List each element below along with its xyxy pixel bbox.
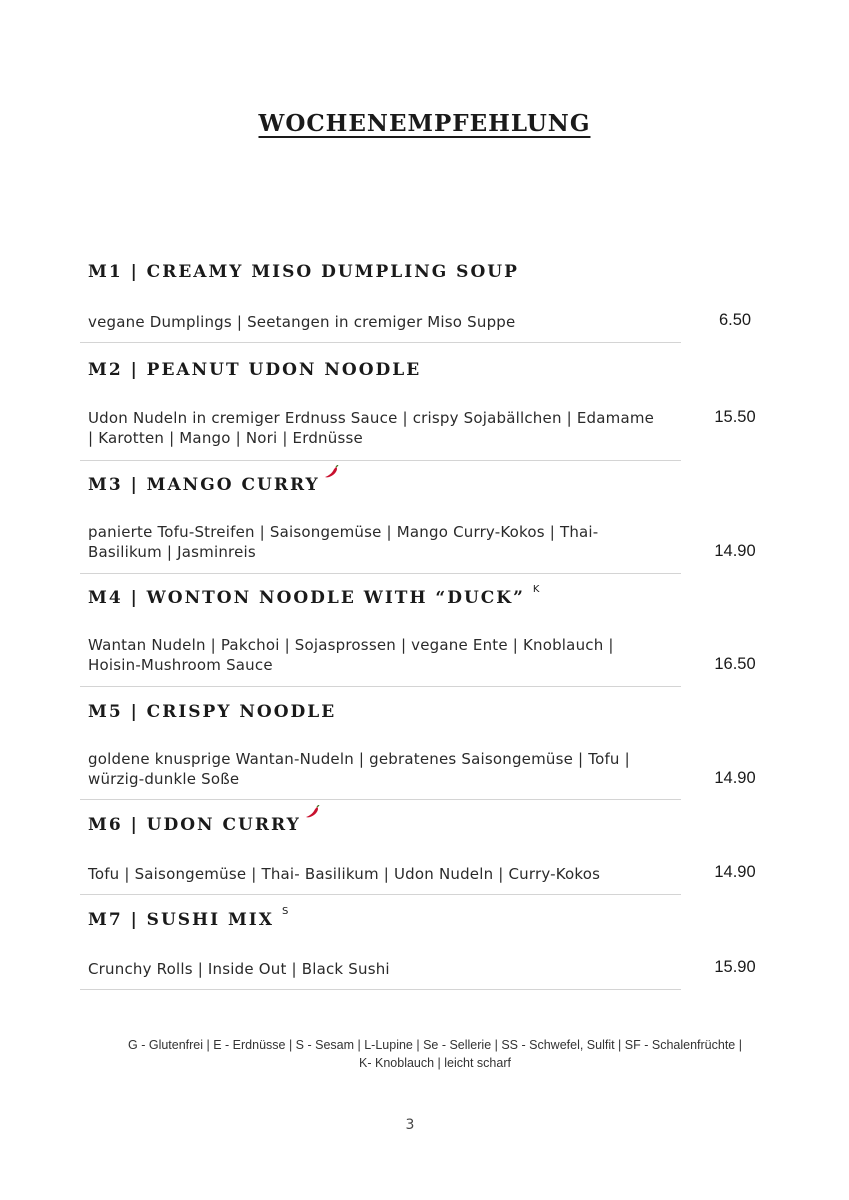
divider	[80, 460, 681, 461]
allergen-marker: K	[532, 584, 540, 595]
item-title-text: M6 | UDON CURRY	[88, 815, 301, 835]
item-description-line: Udon Nudeln in cremiger Erdnuss Sauce | crispy Sojabällchen | Edamame	[88, 409, 655, 427]
item-title	[88, 815, 321, 835]
item-description	[88, 408, 678, 448]
item-title	[88, 262, 519, 282]
item-price: 6.50	[718, 311, 752, 329]
item-description-line: Wantan Nudeln | Pakchoi | Sojasprossen | vegane Ente | Knoblauch |	[88, 636, 614, 654]
item-title-text: M2 | PEANUT UDON NOODLE	[88, 360, 422, 380]
item-title-text: M1 | CREAMY MISO DUMPLING SOUP	[88, 262, 519, 282]
item-description-line: Hoisin-Mushroom Sauce	[88, 656, 273, 674]
item-price: 16.50	[714, 655, 756, 673]
page-number: 3	[405, 1117, 415, 1133]
item-description	[88, 522, 678, 562]
item-description-line: goldene knusprige Wantan-Nudeln | gebratenes Saisongemüse | Tofu |	[88, 750, 630, 768]
item-title-text: M7 | SUSHI MIX	[88, 910, 274, 930]
divider	[80, 989, 681, 990]
item-description-line: Crunchy Rolls | Inside Out | Black Sushi	[88, 960, 390, 978]
item-title	[88, 584, 540, 608]
item-title-text: M4 | WONTON NOODLE WITH “DUCK”	[88, 588, 525, 608]
item-description	[88, 959, 678, 979]
item-price: 14.90	[714, 542, 756, 560]
legend-line: K- Knoblauch | leicht scharf	[359, 1056, 511, 1070]
divider	[80, 894, 681, 895]
item-description	[88, 635, 678, 675]
item-title	[88, 475, 340, 495]
item-description	[88, 749, 678, 789]
item-description	[88, 864, 678, 884]
item-description-line: Tofu | Saisongemüse | Thai- Basilikum | Udon Nudeln | Curry-Kokos	[88, 865, 601, 883]
divider	[80, 342, 681, 343]
divider	[80, 573, 681, 574]
item-title-text: M5 | CRISPY NOODLE	[88, 702, 337, 722]
chili-pepper-icon	[324, 465, 340, 481]
item-description-line: würzig-dunkle Soße	[88, 770, 240, 788]
page-title: WOCHENEMPFEHLUNG	[258, 110, 591, 137]
item-description	[88, 312, 678, 332]
legend-line: G - Glutenfrei | E - Erdnüsse | S - Sesam | L-Lupine | Se - Sellerie | SS - Schwefel, Sulfit | SF - Schalenfrüchte |	[128, 1038, 742, 1052]
item-description-line: Basilikum | Jasminreis	[88, 543, 256, 561]
item-price: 14.90	[714, 769, 756, 787]
item-title	[88, 702, 336, 722]
item-title	[88, 360, 421, 380]
item-title-text: M3 | MANGO CURRY	[88, 475, 320, 495]
allergen-marker: S	[281, 906, 289, 917]
item-price: 14.90	[714, 863, 756, 881]
allergen-legend	[90, 1036, 780, 1072]
divider	[80, 686, 681, 687]
item-description-line: vegane Dumplings | Seetangen in cremiger Miso Suppe	[88, 313, 516, 331]
item-description-line: panierte Tofu-Streifen | Saisongemüse | Mango Curry-Kokos | Thai-	[88, 523, 599, 541]
divider	[80, 799, 681, 800]
item-price: 15.90	[714, 958, 756, 976]
item-title	[88, 906, 289, 930]
chili-pepper-icon	[305, 805, 321, 821]
item-description-line: | Karotten | Mango | Nori | Erdnüsse	[88, 429, 363, 447]
item-price: 15.50	[714, 408, 756, 426]
